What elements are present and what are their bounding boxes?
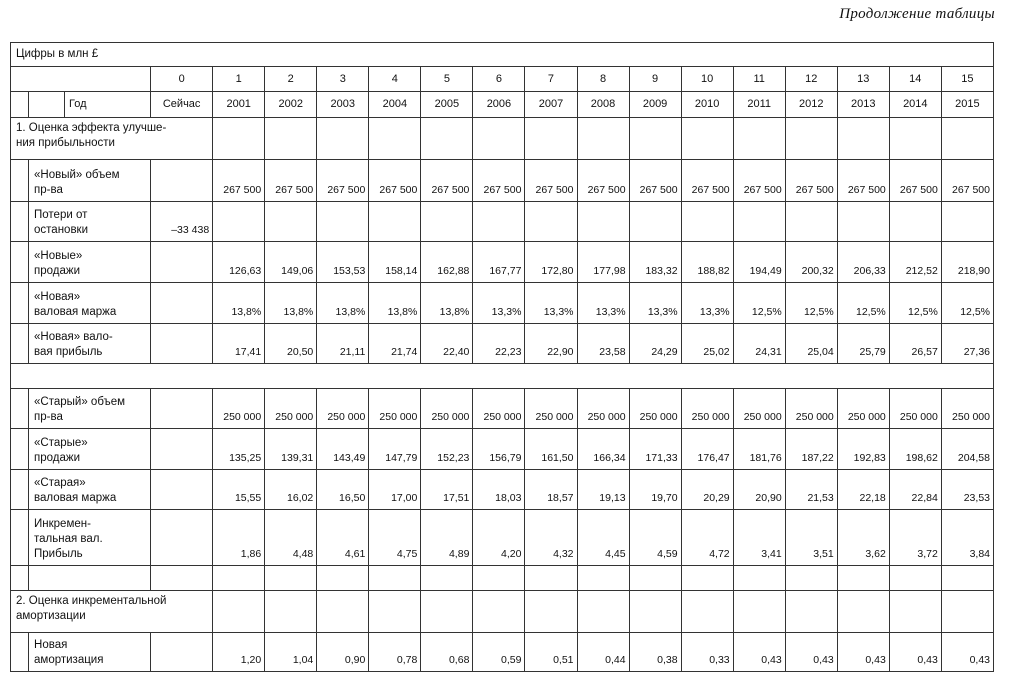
value-cell: 0,33 [681, 633, 733, 672]
indent-cell [11, 202, 29, 242]
year-header-cell: 2006 [473, 92, 525, 118]
value-cell [265, 202, 317, 242]
value-cell: 13,3% [577, 283, 629, 324]
value-cell: 267 500 [733, 160, 785, 202]
empty-cell [681, 591, 733, 633]
year-header-cell: 2002 [265, 92, 317, 118]
value-cell: 267 500 [837, 160, 889, 202]
value-cell: 0,44 [577, 633, 629, 672]
period-number-cell: 0 [151, 67, 213, 92]
value-cell [941, 202, 993, 242]
empty-cell [681, 118, 733, 160]
value-cell: 204,58 [941, 429, 993, 470]
value-cell: 0,43 [785, 633, 837, 672]
table-row [11, 429, 994, 470]
value-cell: 4,59 [629, 510, 681, 566]
value-cell: 0,68 [421, 633, 473, 672]
blank-row [11, 364, 994, 389]
value-cell: 267 500 [889, 160, 941, 202]
value-cell: 126,63 [213, 242, 265, 283]
value-cell: 250 000 [629, 389, 681, 429]
period-number-cell: 4 [369, 67, 421, 92]
value-cell: 250 000 [681, 389, 733, 429]
value-cell: 161,50 [525, 429, 577, 470]
row-label: Потери от остановки [29, 202, 151, 242]
period-number-cell: 7 [525, 67, 577, 92]
value-cell: 171,33 [629, 429, 681, 470]
empty-cell [889, 566, 941, 591]
table-row [11, 591, 994, 633]
row-label: «Новый» объем пр-ва [29, 160, 151, 202]
value-cell: 13,8% [317, 283, 369, 324]
value-cell: 267 500 [213, 160, 265, 202]
table-row [11, 92, 994, 118]
empty-cell [629, 566, 681, 591]
year-header-cell: 2004 [369, 92, 421, 118]
value-cell: 188,82 [681, 242, 733, 283]
value-cell: 198,62 [889, 429, 941, 470]
value-cell: 3,62 [837, 510, 889, 566]
table-row [11, 43, 994, 67]
year-header-cell: 2007 [525, 92, 577, 118]
value-cell: 22,18 [837, 470, 889, 510]
empty-cell [941, 118, 993, 160]
value-cell [151, 429, 213, 470]
value-cell: 4,20 [473, 510, 525, 566]
empty-cell [317, 566, 369, 591]
value-cell: 135,25 [213, 429, 265, 470]
value-cell: 16,02 [265, 470, 317, 510]
value-cell [889, 202, 941, 242]
value-cell: 177,98 [577, 242, 629, 283]
value-cell [837, 202, 889, 242]
value-cell [577, 202, 629, 242]
year-header-cell: Сейчас [151, 92, 213, 118]
value-cell: 12,5% [733, 283, 785, 324]
value-cell: 4,72 [681, 510, 733, 566]
table-row [11, 242, 994, 283]
row-label: Инкремен- тальная вал. Прибыль [29, 510, 151, 566]
row-label: «Старая» валовая маржа [29, 470, 151, 510]
value-cell: 17,41 [213, 324, 265, 364]
value-cell [421, 202, 473, 242]
value-cell: 267 500 [577, 160, 629, 202]
value-cell: 183,32 [629, 242, 681, 283]
year-header-cell: 2001 [213, 92, 265, 118]
value-cell: 4,61 [317, 510, 369, 566]
table-row [11, 470, 994, 510]
value-cell: 15,55 [213, 470, 265, 510]
table-row [11, 67, 994, 92]
empty-cell [837, 566, 889, 591]
value-cell: 13,8% [421, 283, 473, 324]
value-cell: 25,02 [681, 324, 733, 364]
value-cell: 19,13 [577, 470, 629, 510]
value-cell: 22,23 [473, 324, 525, 364]
value-cell [785, 202, 837, 242]
empty-cell [369, 118, 421, 160]
value-cell: 17,00 [369, 470, 421, 510]
table-row [11, 202, 994, 242]
value-cell: 18,03 [473, 470, 525, 510]
value-cell: 181,76 [733, 429, 785, 470]
period-number-cell: 11 [733, 67, 785, 92]
value-cell: 250 000 [317, 389, 369, 429]
value-cell: 152,23 [421, 429, 473, 470]
unit-label: Цифры в млн £ [11, 43, 994, 67]
value-cell: 267 500 [265, 160, 317, 202]
value-cell: 250 000 [785, 389, 837, 429]
value-cell: 12,5% [785, 283, 837, 324]
empty-cell [213, 118, 265, 160]
empty-cell [213, 591, 265, 633]
value-cell: 0,59 [473, 633, 525, 672]
value-cell: 250 000 [941, 389, 993, 429]
value-cell [151, 324, 213, 364]
period-number-cell: 8 [577, 67, 629, 92]
indent-cell [11, 242, 29, 283]
section-title: 1. Оценка эффекта улучше- ния прибыльности [11, 118, 213, 160]
data-table [10, 42, 994, 672]
value-cell [151, 389, 213, 429]
value-cell: 23,58 [577, 324, 629, 364]
value-cell: 13,8% [213, 283, 265, 324]
value-cell: 21,74 [369, 324, 421, 364]
year-header-cell: 2005 [421, 92, 473, 118]
empty-cell [785, 118, 837, 160]
value-cell: 1,86 [213, 510, 265, 566]
value-cell: 267 500 [421, 160, 473, 202]
period-number-cell: 14 [889, 67, 941, 92]
value-cell: 13,8% [369, 283, 421, 324]
value-cell: 267 500 [317, 160, 369, 202]
value-cell: 250 000 [889, 389, 941, 429]
value-cell: 13,3% [473, 283, 525, 324]
table-row [11, 324, 994, 364]
value-cell: 0,78 [369, 633, 421, 672]
period-number-cell: 1 [213, 67, 265, 92]
value-cell: 3,84 [941, 510, 993, 566]
empty-cell [837, 591, 889, 633]
value-cell: 25,04 [785, 324, 837, 364]
empty-cell [265, 118, 317, 160]
value-cell [151, 633, 213, 672]
empty-cell [317, 118, 369, 160]
value-cell: 200,32 [785, 242, 837, 283]
value-cell: 16,50 [317, 470, 369, 510]
table-row [11, 118, 994, 160]
value-cell: 162,88 [421, 242, 473, 283]
value-cell: –33 438 [151, 202, 213, 242]
empty-cell [213, 566, 265, 591]
empty-cell [577, 118, 629, 160]
value-cell: 20,29 [681, 470, 733, 510]
value-cell: 206,33 [837, 242, 889, 283]
period-number-cell: 9 [629, 67, 681, 92]
value-cell: 187,22 [785, 429, 837, 470]
empty-cell [11, 92, 29, 118]
value-cell [369, 202, 421, 242]
value-cell: 27,36 [941, 324, 993, 364]
year-header-cell: 2013 [837, 92, 889, 118]
value-cell: 20,90 [733, 470, 785, 510]
value-cell: 19,70 [629, 470, 681, 510]
year-header-cell: 2011 [733, 92, 785, 118]
value-cell [733, 202, 785, 242]
value-cell: 250 000 [733, 389, 785, 429]
indent-cell [11, 633, 29, 672]
value-cell: 23,53 [941, 470, 993, 510]
row-label: Новая амортизация [29, 633, 151, 672]
empty-cell [733, 591, 785, 633]
indent-cell [11, 160, 29, 202]
value-cell: 267 500 [473, 160, 525, 202]
value-cell: 212,52 [889, 242, 941, 283]
value-cell [213, 202, 265, 242]
empty-cell [785, 566, 837, 591]
value-cell: 267 500 [681, 160, 733, 202]
empty-cell [11, 67, 151, 92]
value-cell: 267 500 [941, 160, 993, 202]
period-number-cell: 10 [681, 67, 733, 92]
value-cell: 24,29 [629, 324, 681, 364]
empty-cell [889, 118, 941, 160]
indent-cell [11, 429, 29, 470]
value-cell: 167,77 [473, 242, 525, 283]
value-cell: 20,50 [265, 324, 317, 364]
table-row [11, 283, 994, 324]
value-cell: 176,47 [681, 429, 733, 470]
value-cell: 267 500 [525, 160, 577, 202]
value-cell: 147,79 [369, 429, 421, 470]
value-cell: 172,80 [525, 242, 577, 283]
value-cell [151, 510, 213, 566]
indent-cell [11, 510, 29, 566]
value-cell: 267 500 [369, 160, 421, 202]
empty-cell [473, 591, 525, 633]
value-cell [681, 202, 733, 242]
empty-cell [525, 566, 577, 591]
table-row [11, 364, 994, 389]
value-cell: 1,04 [265, 633, 317, 672]
value-cell: 250 000 [525, 389, 577, 429]
value-cell: 0,43 [941, 633, 993, 672]
value-cell: 12,5% [889, 283, 941, 324]
value-cell: 0,43 [837, 633, 889, 672]
value-cell: 26,57 [889, 324, 941, 364]
row-label: «Новые» продажи [29, 242, 151, 283]
value-cell: 0,51 [525, 633, 577, 672]
period-number-cell: 3 [317, 67, 369, 92]
period-number-cell: 15 [941, 67, 993, 92]
row-label: «Старый» объем пр-ва [29, 389, 151, 429]
value-cell: 4,75 [369, 510, 421, 566]
value-cell: 21,11 [317, 324, 369, 364]
empty-cell [421, 118, 473, 160]
value-cell: 0,43 [733, 633, 785, 672]
indent-cell [11, 324, 29, 364]
table-row [11, 566, 994, 591]
value-cell: 12,5% [941, 283, 993, 324]
table-row [11, 160, 994, 202]
value-cell: 4,45 [577, 510, 629, 566]
empty-cell [525, 118, 577, 160]
empty-cell [733, 118, 785, 160]
empty-cell [733, 566, 785, 591]
value-cell: 22,84 [889, 470, 941, 510]
year-header-cell: 2010 [681, 92, 733, 118]
value-cell: 22,40 [421, 324, 473, 364]
empty-cell [577, 566, 629, 591]
value-cell: 3,41 [733, 510, 785, 566]
year-label: Год [65, 92, 151, 118]
empty-cell [369, 566, 421, 591]
indent-cell [11, 470, 29, 510]
value-cell: 250 000 [213, 389, 265, 429]
empty-cell [317, 591, 369, 633]
value-cell [629, 202, 681, 242]
value-cell: 4,89 [421, 510, 473, 566]
value-cell: 1,20 [213, 633, 265, 672]
value-cell: 250 000 [265, 389, 317, 429]
value-cell [151, 470, 213, 510]
empty-cell [421, 591, 473, 633]
empty-cell [265, 591, 317, 633]
value-cell: 25,79 [837, 324, 889, 364]
empty-cell [525, 591, 577, 633]
empty-cell [785, 591, 837, 633]
value-cell: 158,14 [369, 242, 421, 283]
period-number-cell: 12 [785, 67, 837, 92]
value-cell: 3,51 [785, 510, 837, 566]
empty-cell [629, 591, 681, 633]
empty-cell [941, 566, 993, 591]
value-cell [473, 202, 525, 242]
empty-cell [473, 566, 525, 591]
value-cell: 156,79 [473, 429, 525, 470]
empty-cell [29, 92, 65, 118]
empty-cell [889, 591, 941, 633]
value-cell: 250 000 [837, 389, 889, 429]
value-cell: 22,90 [525, 324, 577, 364]
value-cell: 153,53 [317, 242, 369, 283]
value-cell: 13,3% [629, 283, 681, 324]
section-title: 2. Оценка инкрементальной амортизации [11, 591, 213, 633]
value-cell: 250 000 [421, 389, 473, 429]
empty-cell [941, 591, 993, 633]
value-cell: 267 500 [785, 160, 837, 202]
value-cell: 250 000 [369, 389, 421, 429]
empty-cell [369, 591, 421, 633]
value-cell: 21,53 [785, 470, 837, 510]
empty-cell [681, 566, 733, 591]
period-number-cell: 6 [473, 67, 525, 92]
value-cell: 267 500 [629, 160, 681, 202]
row-label: «Новая» валовая маржа [29, 283, 151, 324]
value-cell: 166,34 [577, 429, 629, 470]
value-cell: 3,72 [889, 510, 941, 566]
value-cell: 24,31 [733, 324, 785, 364]
value-cell: 17,51 [421, 470, 473, 510]
value-cell: 250 000 [473, 389, 525, 429]
value-cell: 0,43 [889, 633, 941, 672]
period-number-cell: 2 [265, 67, 317, 92]
value-cell [151, 160, 213, 202]
value-cell: 4,32 [525, 510, 577, 566]
indent-cell [11, 389, 29, 429]
empty-cell [11, 566, 29, 591]
empty-cell [421, 566, 473, 591]
empty-cell [151, 566, 213, 591]
value-cell: 13,3% [681, 283, 733, 324]
period-number-cell: 5 [421, 67, 473, 92]
value-cell: 194,49 [733, 242, 785, 283]
value-cell: 0,38 [629, 633, 681, 672]
table-row [11, 510, 994, 566]
year-header-cell: 2015 [941, 92, 993, 118]
value-cell: 218,90 [941, 242, 993, 283]
period-number-cell: 13 [837, 67, 889, 92]
value-cell [151, 283, 213, 324]
year-header-cell: 2014 [889, 92, 941, 118]
empty-cell [29, 566, 151, 591]
year-header-cell: 2003 [317, 92, 369, 118]
table-row [11, 389, 994, 429]
value-cell: 4,48 [265, 510, 317, 566]
value-cell: 12,5% [837, 283, 889, 324]
empty-cell [473, 118, 525, 160]
value-cell [525, 202, 577, 242]
row-label: «Старые» продажи [29, 429, 151, 470]
value-cell: 18,57 [525, 470, 577, 510]
row-label: «Новая» вало- вая прибыль [29, 324, 151, 364]
year-header-cell: 2009 [629, 92, 681, 118]
value-cell: 143,49 [317, 429, 369, 470]
value-cell: 139,31 [265, 429, 317, 470]
value-cell: 0,90 [317, 633, 369, 672]
value-cell: 192,83 [837, 429, 889, 470]
value-cell [317, 202, 369, 242]
empty-cell [265, 566, 317, 591]
table-row [11, 633, 994, 672]
value-cell: 13,3% [525, 283, 577, 324]
value-cell [151, 242, 213, 283]
value-cell: 149,06 [265, 242, 317, 283]
indent-cell [11, 283, 29, 324]
empty-cell [577, 591, 629, 633]
empty-cell [837, 118, 889, 160]
year-header-cell: 2008 [577, 92, 629, 118]
table-caption: Продолжение таблицы [839, 6, 995, 22]
value-cell: 250 000 [577, 389, 629, 429]
value-cell: 13,8% [265, 283, 317, 324]
empty-cell [629, 118, 681, 160]
year-header-cell: 2012 [785, 92, 837, 118]
